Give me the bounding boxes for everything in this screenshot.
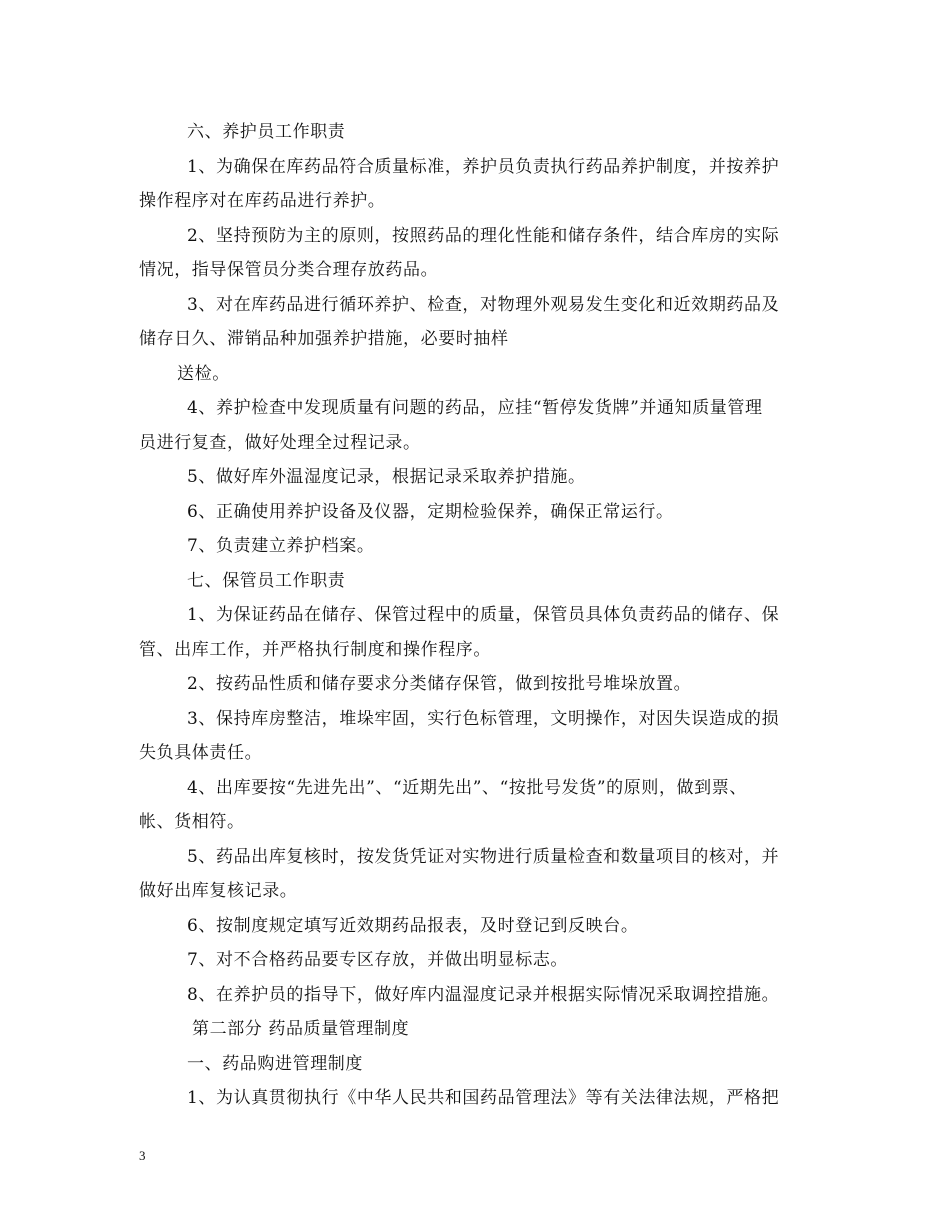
paragraph-line: 操作程序对在库药品进行养护。	[139, 191, 386, 211]
paragraph-line: 8、在养护员的指导下，做好库内温湿度记录并根据实际情况采取调控措施。	[187, 985, 780, 1005]
paragraph-line: 2、坚持预防为主的原则，按照药品的理化性能和储存条件，结合库房的实际	[187, 226, 780, 246]
paragraph-line: 5、做好库外温湿度记录，根据记录采取养护措施。	[187, 467, 586, 487]
paragraph-line: 3、保持库房整洁，堆垛牢固，实行色标管理，文明操作，对因失误造成的损	[187, 709, 780, 729]
section-heading: 一、药品购进管理制度	[187, 1054, 363, 1074]
paragraph-line: 2、按药品性质和储存要求分类储存保管，做到按批号堆垛放置。	[187, 674, 692, 694]
paragraph-line: 储存日久、滞销品种加强养护措施，必要时抽样	[139, 329, 509, 349]
paragraph-line: 1、为保证药品在储存、保管过程中的质量，保管员具体负责药品的储存、保	[187, 605, 780, 625]
paragraph-line: 1、为认真贯彻执行《中华人民共和国药品管理法》等有关法律法规，严格把	[187, 1088, 780, 1108]
paragraph-line: 6、正确使用养护设备及仪器，定期检验保养，确保正常运行。	[187, 502, 674, 522]
paragraph-line: 情况，指导保管员分类合理存放药品。	[139, 260, 439, 280]
part-heading: 第二部分 药品质量管理制度	[192, 1019, 410, 1039]
paragraph-line: 3、对在库药品进行循环养护、检查，对物理外观易发生变化和近效期药品及	[187, 295, 780, 315]
paragraph-line: 帐、货相符。	[139, 812, 245, 832]
paragraph-line: 员进行复查，做好处理全过程记录。	[139, 433, 421, 453]
page-number: 3	[139, 1148, 146, 1163]
paragraph-line: 管、出库工作，并严格执行制度和操作程序。	[139, 640, 491, 660]
paragraph-line: 1、为确保在库药品符合质量标准，养护员负责执行药品养护制度，并按养护	[187, 157, 780, 177]
paragraph-line: 失负具体责任。	[139, 743, 263, 763]
paragraph-line: 7、对不合格药品要专区存放，并做出明显标志。	[187, 950, 569, 970]
section-heading: 七、保管员工作职责	[187, 571, 346, 591]
paragraph-line: 4、养护检查中发现质量有问题的药品，应挂“暂停发货牌”并通知质量管理	[187, 398, 763, 418]
paragraph-line: 7、负责建立养护档案。	[187, 536, 375, 556]
paragraph-line: 送检。	[177, 364, 230, 384]
paragraph-line: 6、按制度规定填写近效期药品报表，及时登记到反映台。	[187, 916, 639, 936]
paragraph-line: 5、药品出库复核时，按发货凭证对实物进行质量检查和数量项目的核对，并	[187, 847, 780, 867]
paragraph-line: 4、出库要按“先进先出”、“近期先出”、“按批号发货”的原则，做到票、	[187, 778, 747, 798]
paragraph-line: 做好出库复核记录。	[139, 881, 298, 901]
section-heading: 六、养护员工作职责	[187, 122, 346, 142]
